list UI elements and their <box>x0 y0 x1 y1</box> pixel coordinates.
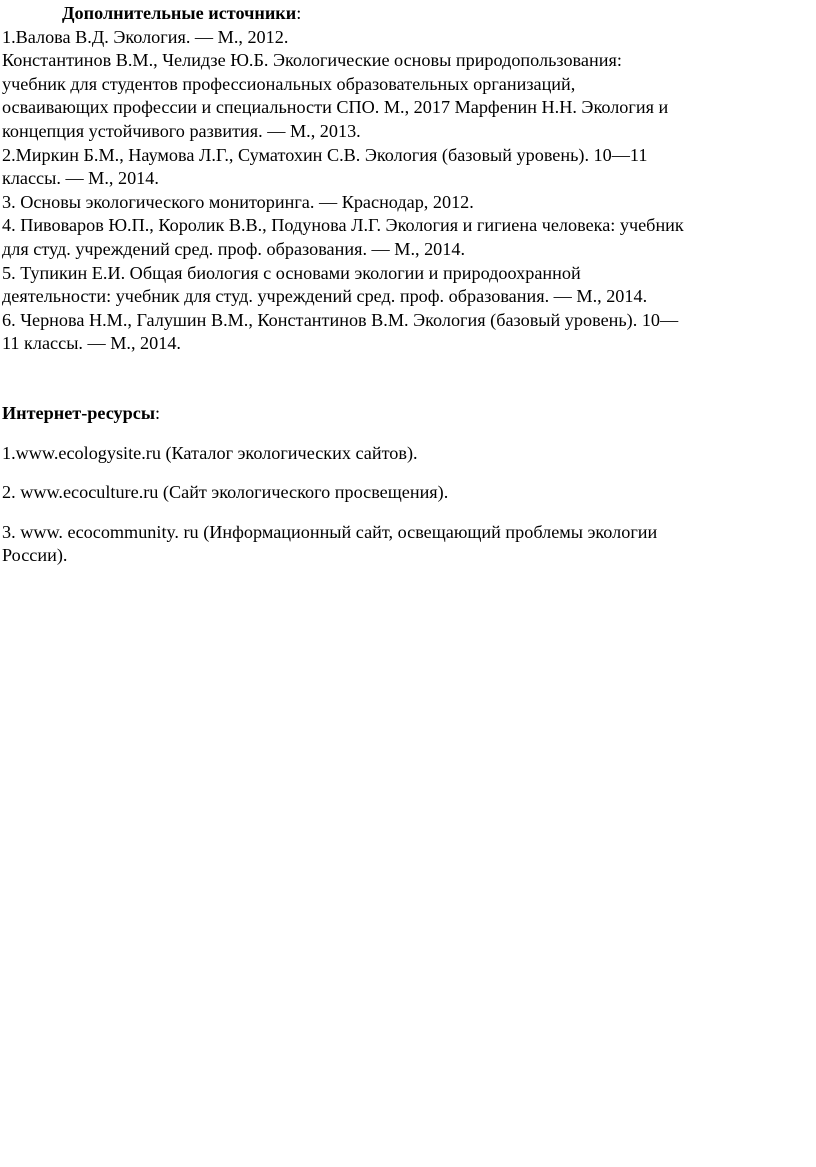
source-line: 3. Основы экологического мониторинга. — Краснодар, 2012. <box>2 191 474 212</box>
sources-heading <box>2 2 802 26</box>
source-line: 1.Валова В.Д. Экология. — М., 2012. <box>2 26 289 47</box>
internet-heading-colon: : <box>155 402 161 423</box>
internet-heading-text: Интернет-ресурсы <box>2 402 156 423</box>
item-gap <box>2 465 802 481</box>
internet-heading <box>2 402 802 426</box>
source-line: 2.Миркин Б.М., Наумова Л.Г., Суматохин С.В. Экология (базовый уровень). 10—11 <box>2 144 648 165</box>
document-page <box>2 0 802 568</box>
item-gap <box>2 505 802 521</box>
source-line: классы. — М., 2014. <box>2 168 159 189</box>
source-line: 11 классы. — М., 2014. <box>2 333 181 354</box>
source-line: деятельности: учебник для студ. учреждений сред. проф. образования. — М., 2014. <box>2 286 648 307</box>
internet-resource-item: 3. www. ecocommunity. ru (Информационный сайт, освещающий проблемы экологии <box>2 521 658 542</box>
item-gap <box>2 426 802 442</box>
sources-heading-text: Дополнительные источники <box>62 3 297 23</box>
section-spacer <box>2 356 802 402</box>
internet-resource-item-continuation: России). <box>2 545 68 566</box>
source-line: для студ. учреждений сред. проф. образования. — М., 2014. <box>2 238 466 259</box>
internet-resource-item: 1.www.ecologysite.ru (Каталог экологических сайтов). <box>2 442 418 463</box>
source-line: 5. Тупикин Е.И. Общая биология с основами экологии и природоохранной <box>2 262 581 283</box>
sources-heading-colon: : <box>296 3 302 23</box>
source-line: 6. Чернова Н.М., Галушин В.М., Константинов В.М. Экология (базовый уровень). 10— <box>2 309 679 330</box>
source-line: концепция устойчивого развития. — М., 2013. <box>2 120 361 141</box>
source-line: 4. Пивоваров Ю.П., Королик В.В., Подунова Л.Г. Экология и гигиена человека: учебник <box>2 215 684 236</box>
source-line: осваивающих профессии и специальности СПО. М., 2017 Марфенин Н.Н. Экология и <box>2 97 669 118</box>
source-line: Константинов В.М., Челидзе Ю.Б. Экологические основы природопользования: <box>2 50 622 71</box>
sources-list <box>2 26 802 356</box>
internet-resource-item: 2. www.ecoculture.ru (Сайт экологического просвещения). <box>2 482 449 503</box>
source-line: учебник для студентов профессиональных образовательных организаций, <box>2 73 576 94</box>
